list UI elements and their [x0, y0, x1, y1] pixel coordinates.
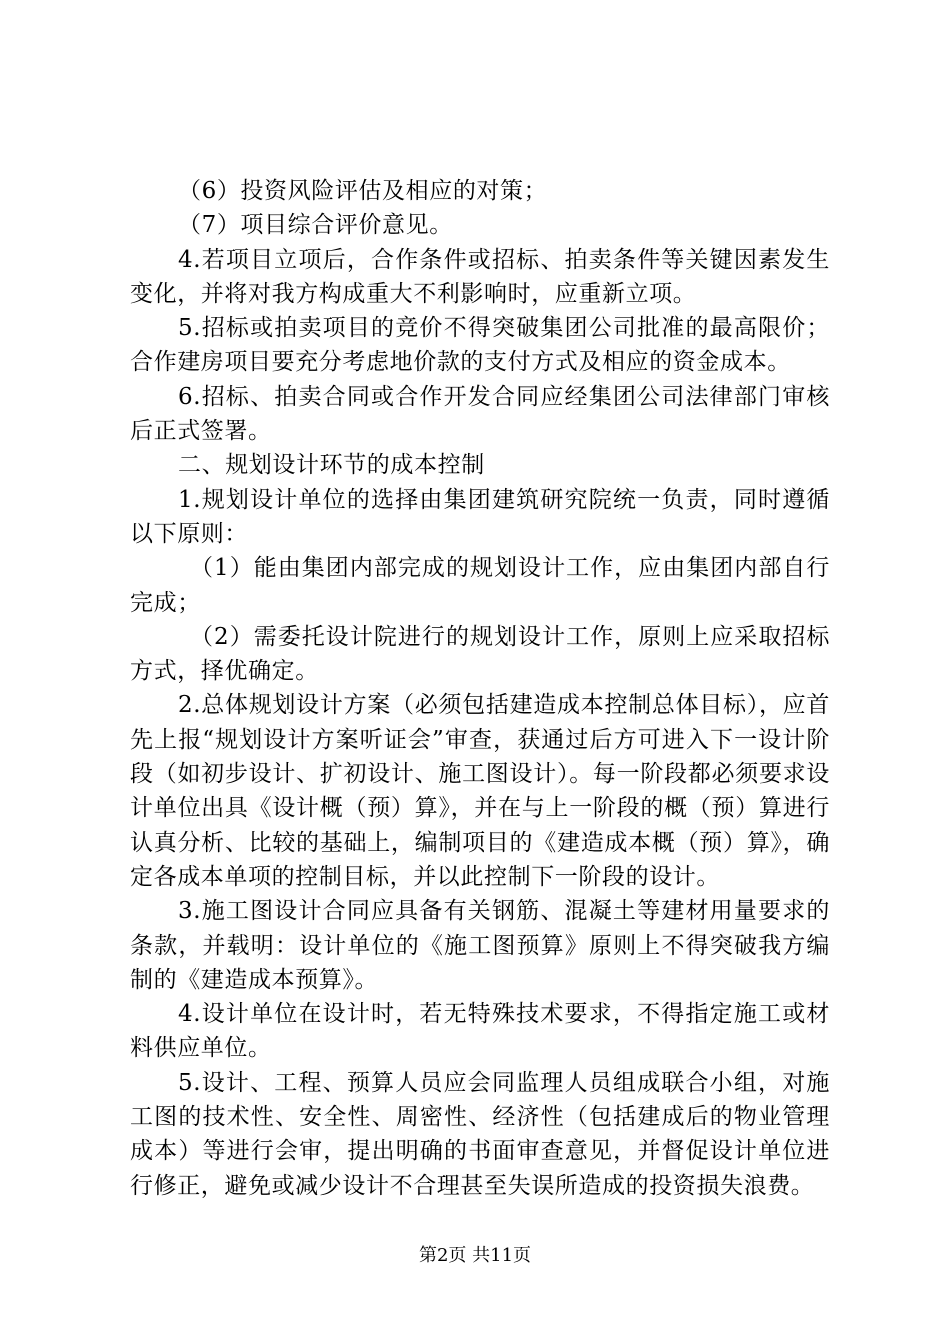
paragraph-design-1-sub-1: （1）能由集团内部完成的规划设计工作，应由集团内部自行完成；: [130, 555, 830, 616]
paragraph-design-2: 2.总体规划设计方案（必须包括建造成本控制总体目标），应首先上报“规划设计方案听证会”审查，获通过后方可进入下一设计阶段（如初步设计、扩初设计、施工图设计）。每一阶段都必须要求设计单位出具《设计概（预）算》，并在与上一阶段的概（预）算进行认真分析、比较的基础上，编制项目的《建造成本概（预）算》，确定各成本单项的控制目标，并以此控制下一阶段的设计。: [130, 692, 830, 890]
paragraph-clause-4: 4.若项目立项后，合作条件或招标、拍卖条件等关键因素发生变化，并将对我方构成重大不利影响时，应重新立项。: [130, 246, 830, 307]
paragraph-clause-6: 6.招标、拍卖合同或合作开发合同应经集团公司法律部门审核后正式签署。: [130, 383, 830, 445]
paragraph-design-1: 1.规划设计单位的选择由集团建筑研究院统一负责，同时遵循以下原则：: [130, 486, 830, 547]
paragraph-item-7: （7）项目综合评价意见。: [178, 212, 453, 239]
paragraph-design-4: 4.设计单位在设计时，若无特殊技术要求，不得指定施工或材料供应单位。: [130, 1001, 830, 1062]
paragraph-design-5: 5.设计、工程、预算人员应会同监理人员组成联合小组，对施工图的技术性、安全性、周密性、经济性（包括建成后的物业管理成本）等进行会审，提出明确的书面审查意见，并督促设计单位进行修正，避免或减少设计不合理甚至失误所造成的投资损失浪费。: [130, 1069, 830, 1199]
paragraph-clause-5: 5.招标或拍卖项目的竞价不得突破集团公司批准的最高限价；合作建房项目要充分考虑地价款的支付方式及相应的资金成本。: [130, 315, 830, 376]
paragraph-design-1-sub-2: （2）需委托设计院进行的规划设计工作，原则上应采取招标方式，择优确定。: [130, 623, 830, 685]
document-body: [130, 174, 830, 1203]
paragraph-design-3: 3.施工图设计合同应具备有关钢筋、混凝土等建材用量要求的条款，并载明：设计单位的《施工图预算》原则上不得突破我方编制的《建造成本预算》。: [130, 898, 830, 993]
paragraph-item-6: （6）投资风险评估及相应的对策；: [178, 178, 548, 204]
section-heading: 二、规划设计环节的成本控制: [178, 452, 485, 479]
page-number-footer: 第2页 共11页: [418, 1245, 532, 1266]
